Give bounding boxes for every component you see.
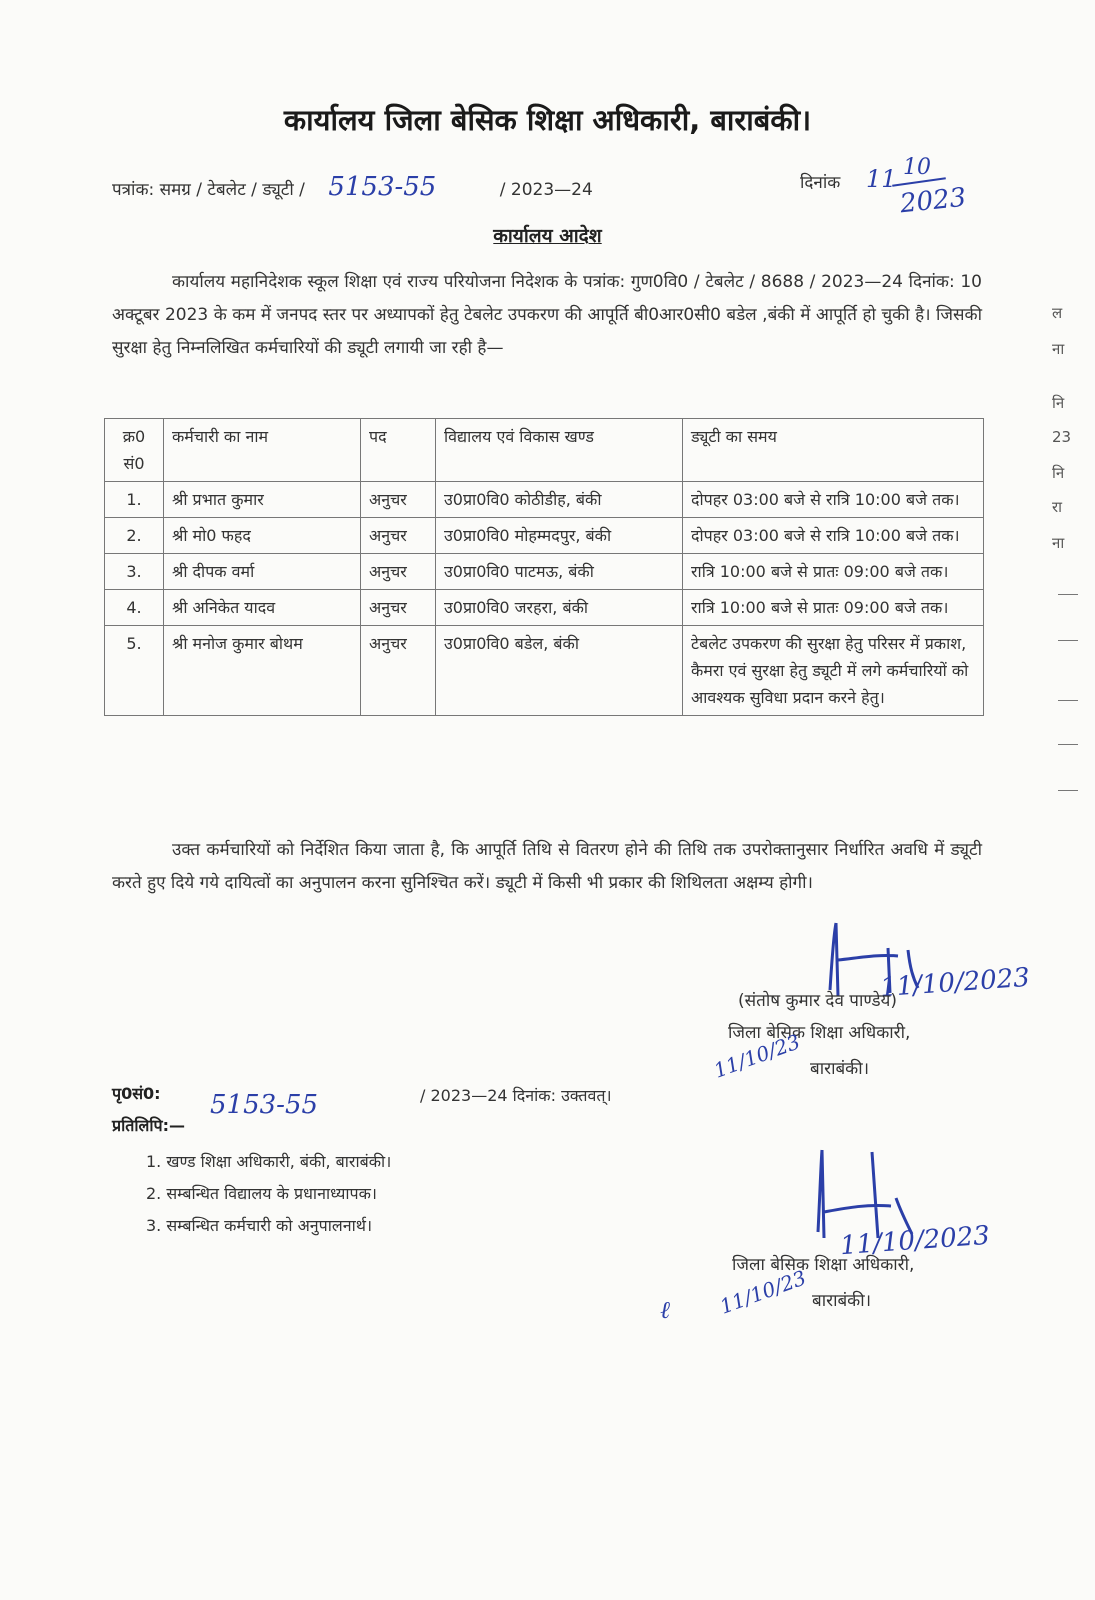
header-employee-name: कर्मचारी का नाम xyxy=(164,419,361,482)
edge-dash xyxy=(1058,700,1078,701)
header-school-block: विद्यालय एवं विकास खण्ड xyxy=(436,419,683,482)
signatory-place: बाराबंकी। xyxy=(810,1059,870,1079)
cell-school: उ0प्रा0वि0 पाटमऊ, बंकी xyxy=(436,554,683,590)
cell-time: टेबलेट उपकरण की सुरक्षा हेतु परिसर में प्रकाश, कैमरा एवं सुरक्षा हेतु ड्यूटी में लगे कर्मचारियों को आवश्यक सुविधा प्रदान करने हेतु। xyxy=(683,626,984,716)
cell-name: श्री मो0 फहद xyxy=(164,518,361,554)
edge-dash xyxy=(1058,744,1078,745)
cell-name: श्री अनिकेत यादव xyxy=(164,590,361,626)
edge-dash xyxy=(1058,594,1078,595)
table-row xyxy=(105,590,984,626)
signatory2-designation: जिला बेसिक शिक्षा अधिकारी, xyxy=(732,1255,915,1275)
edge-fragment: ल xyxy=(1052,304,1063,322)
cell-name: श्री दीपक वर्मा xyxy=(164,554,361,590)
table-row xyxy=(105,626,984,716)
signatory-designation: जिला बेसिक शिक्षा अधिकारी, xyxy=(728,1023,911,1043)
cell-post: अनुचर xyxy=(361,554,436,590)
cc-item: 3. सम्बन्धित कर्मचारी को अनुपालनार्थ। xyxy=(146,1216,373,1235)
handwritten-date-month: 10 xyxy=(903,155,931,180)
cc-item: 1. खण्ड शिक्षा अधिकारी, बंकी, बाराबंकी। xyxy=(146,1152,392,1171)
cell-serial: 4. xyxy=(105,590,164,626)
table-header-row xyxy=(105,419,984,482)
initial2-hand-date: 11/10/23 xyxy=(716,1265,810,1319)
ref-year: / 2023—24 xyxy=(499,180,593,200)
initial-hand-date: 11/10/23 xyxy=(710,1029,804,1083)
closing-paragraph: उक्त कर्मचारियों को निर्देशित किया जाता है, कि आपूर्ति तिथि से वितरण होने की तिथि तक उपरोक्तानुसार निर्धारित अवधि में ड्यूटी करते हुए दिये गये दायित्वों का अनुपालन करना सुनिश्चित करें। ड्यूटी में किसी भी प्रकार की शिथिलता अक्षम्य होगी। xyxy=(112,840,982,893)
handwritten-date-day: 11 xyxy=(866,165,897,193)
edge-fragment: ना xyxy=(1052,340,1065,358)
cell-time: रात्रि 10:00 बजे से प्रातः 09:00 बजे तक। xyxy=(683,590,984,626)
handwritten-ref-number: 5153-55 xyxy=(328,172,437,202)
cell-serial: 3. xyxy=(105,554,164,590)
cell-post: अनुचर xyxy=(361,482,436,518)
cell-serial: 5. xyxy=(105,626,164,716)
handwritten-date-year: 2023 xyxy=(898,182,968,220)
intro-paragraph: कार्यालय महानिदेशक स्कूल शिक्षा एवं राज्य परियोजना निदेशक के पत्रांक: गुण0वि0 / टेबलेट / 8688 / 2023—24 दिनांक: 10 अक्टूबर 2023 के कम में जनपद स्तर पर अध्यापकों हेतु टेबलेट उपकरण की आपूर्ति बी0आर0सी0 बडेल ,बंकी में आपूर्ति हो चुकी है। जिसकी सुरक्षा हेतु निम्नलिखित कर्मचारियों की ड्यूटी लगायी जा रही है— xyxy=(112,272,982,358)
cell-post: अनुचर xyxy=(361,590,436,626)
edge-fragment: 23 xyxy=(1052,428,1072,446)
cell-school: उ0प्रा0वि0 जरहरा, बंकी xyxy=(436,590,683,626)
header-post: पद xyxy=(361,419,436,482)
cell-post: अनुचर xyxy=(361,626,436,716)
signature2-hand-date: 11/10/2023 xyxy=(839,1220,991,1262)
cell-name: श्री प्रभात कुमार xyxy=(164,482,361,518)
office-title: कार्यालय जिला बेसिक शिक्षा अधिकारी, बाराबंकी। xyxy=(283,103,812,137)
ref-prefix: पत्रांक: समग्र / टेबलेट / ड्यूटी / xyxy=(112,180,305,200)
cell-serial: 1. xyxy=(105,482,164,518)
header-serial: क्र0 सं0 xyxy=(105,419,164,482)
edge-dash xyxy=(1058,640,1078,641)
edge-fragment: रा xyxy=(1052,498,1063,516)
cell-school: उ0प्रा0वि0 बडेल, बंकी xyxy=(436,626,683,716)
cc-item: 2. सम्बन्धित विद्यालय के प्रधानाध्यापक। xyxy=(146,1184,377,1203)
cell-name: श्री मनोज कुमार बोथम xyxy=(164,626,361,716)
cell-serial: 2. xyxy=(105,518,164,554)
copy-handwritten-ref: 5153-55 xyxy=(210,1090,319,1120)
cell-post: अनुचर xyxy=(361,518,436,554)
cell-time: दोपहर 03:00 बजे से रात्रि 10:00 बजे तक। xyxy=(683,518,984,554)
edge-dash xyxy=(1058,790,1078,791)
office-order-heading: कार्यालय आदेश xyxy=(493,225,602,247)
copy-ref-year-date: / 2023—24 दिनांक: उक्तवत्। xyxy=(420,1086,612,1105)
edge-fragment: नि xyxy=(1052,464,1065,482)
header-duty-time: ड्यूटी का समय xyxy=(683,419,984,482)
reference-line xyxy=(112,172,593,202)
signature-hand-date: 11/10/2023 xyxy=(879,962,1031,1004)
edge-fragment: नि xyxy=(1052,394,1065,412)
edge-fragment: ना xyxy=(1052,534,1065,552)
cell-school: उ0प्रा0वि0 कोठीडीह, बंकी xyxy=(436,482,683,518)
cell-school: उ0प्रा0वि0 मोहम्मदपुर, बंकी xyxy=(436,518,683,554)
copy-cc-label: प्रतिलिपि:— xyxy=(112,1116,185,1135)
table-row xyxy=(105,554,984,590)
copy-ref-label: पृ0सं0: xyxy=(112,1084,161,1103)
initial2-mark: ℓ xyxy=(660,1296,670,1324)
date-label: दिनांक xyxy=(800,173,841,193)
cell-time: रात्रि 10:00 बजे से प्रातः 09:00 बजे तक। xyxy=(683,554,984,590)
signatory2-place: बाराबंकी। xyxy=(812,1291,872,1311)
signatory-name: (संतोष कुमार देव पाण्डेय) xyxy=(738,991,898,1011)
duty-table xyxy=(104,418,984,716)
table-row xyxy=(105,518,984,554)
table-row xyxy=(105,482,984,518)
cell-time: दोपहर 03:00 बजे से रात्रि 10:00 बजे तक। xyxy=(683,482,984,518)
